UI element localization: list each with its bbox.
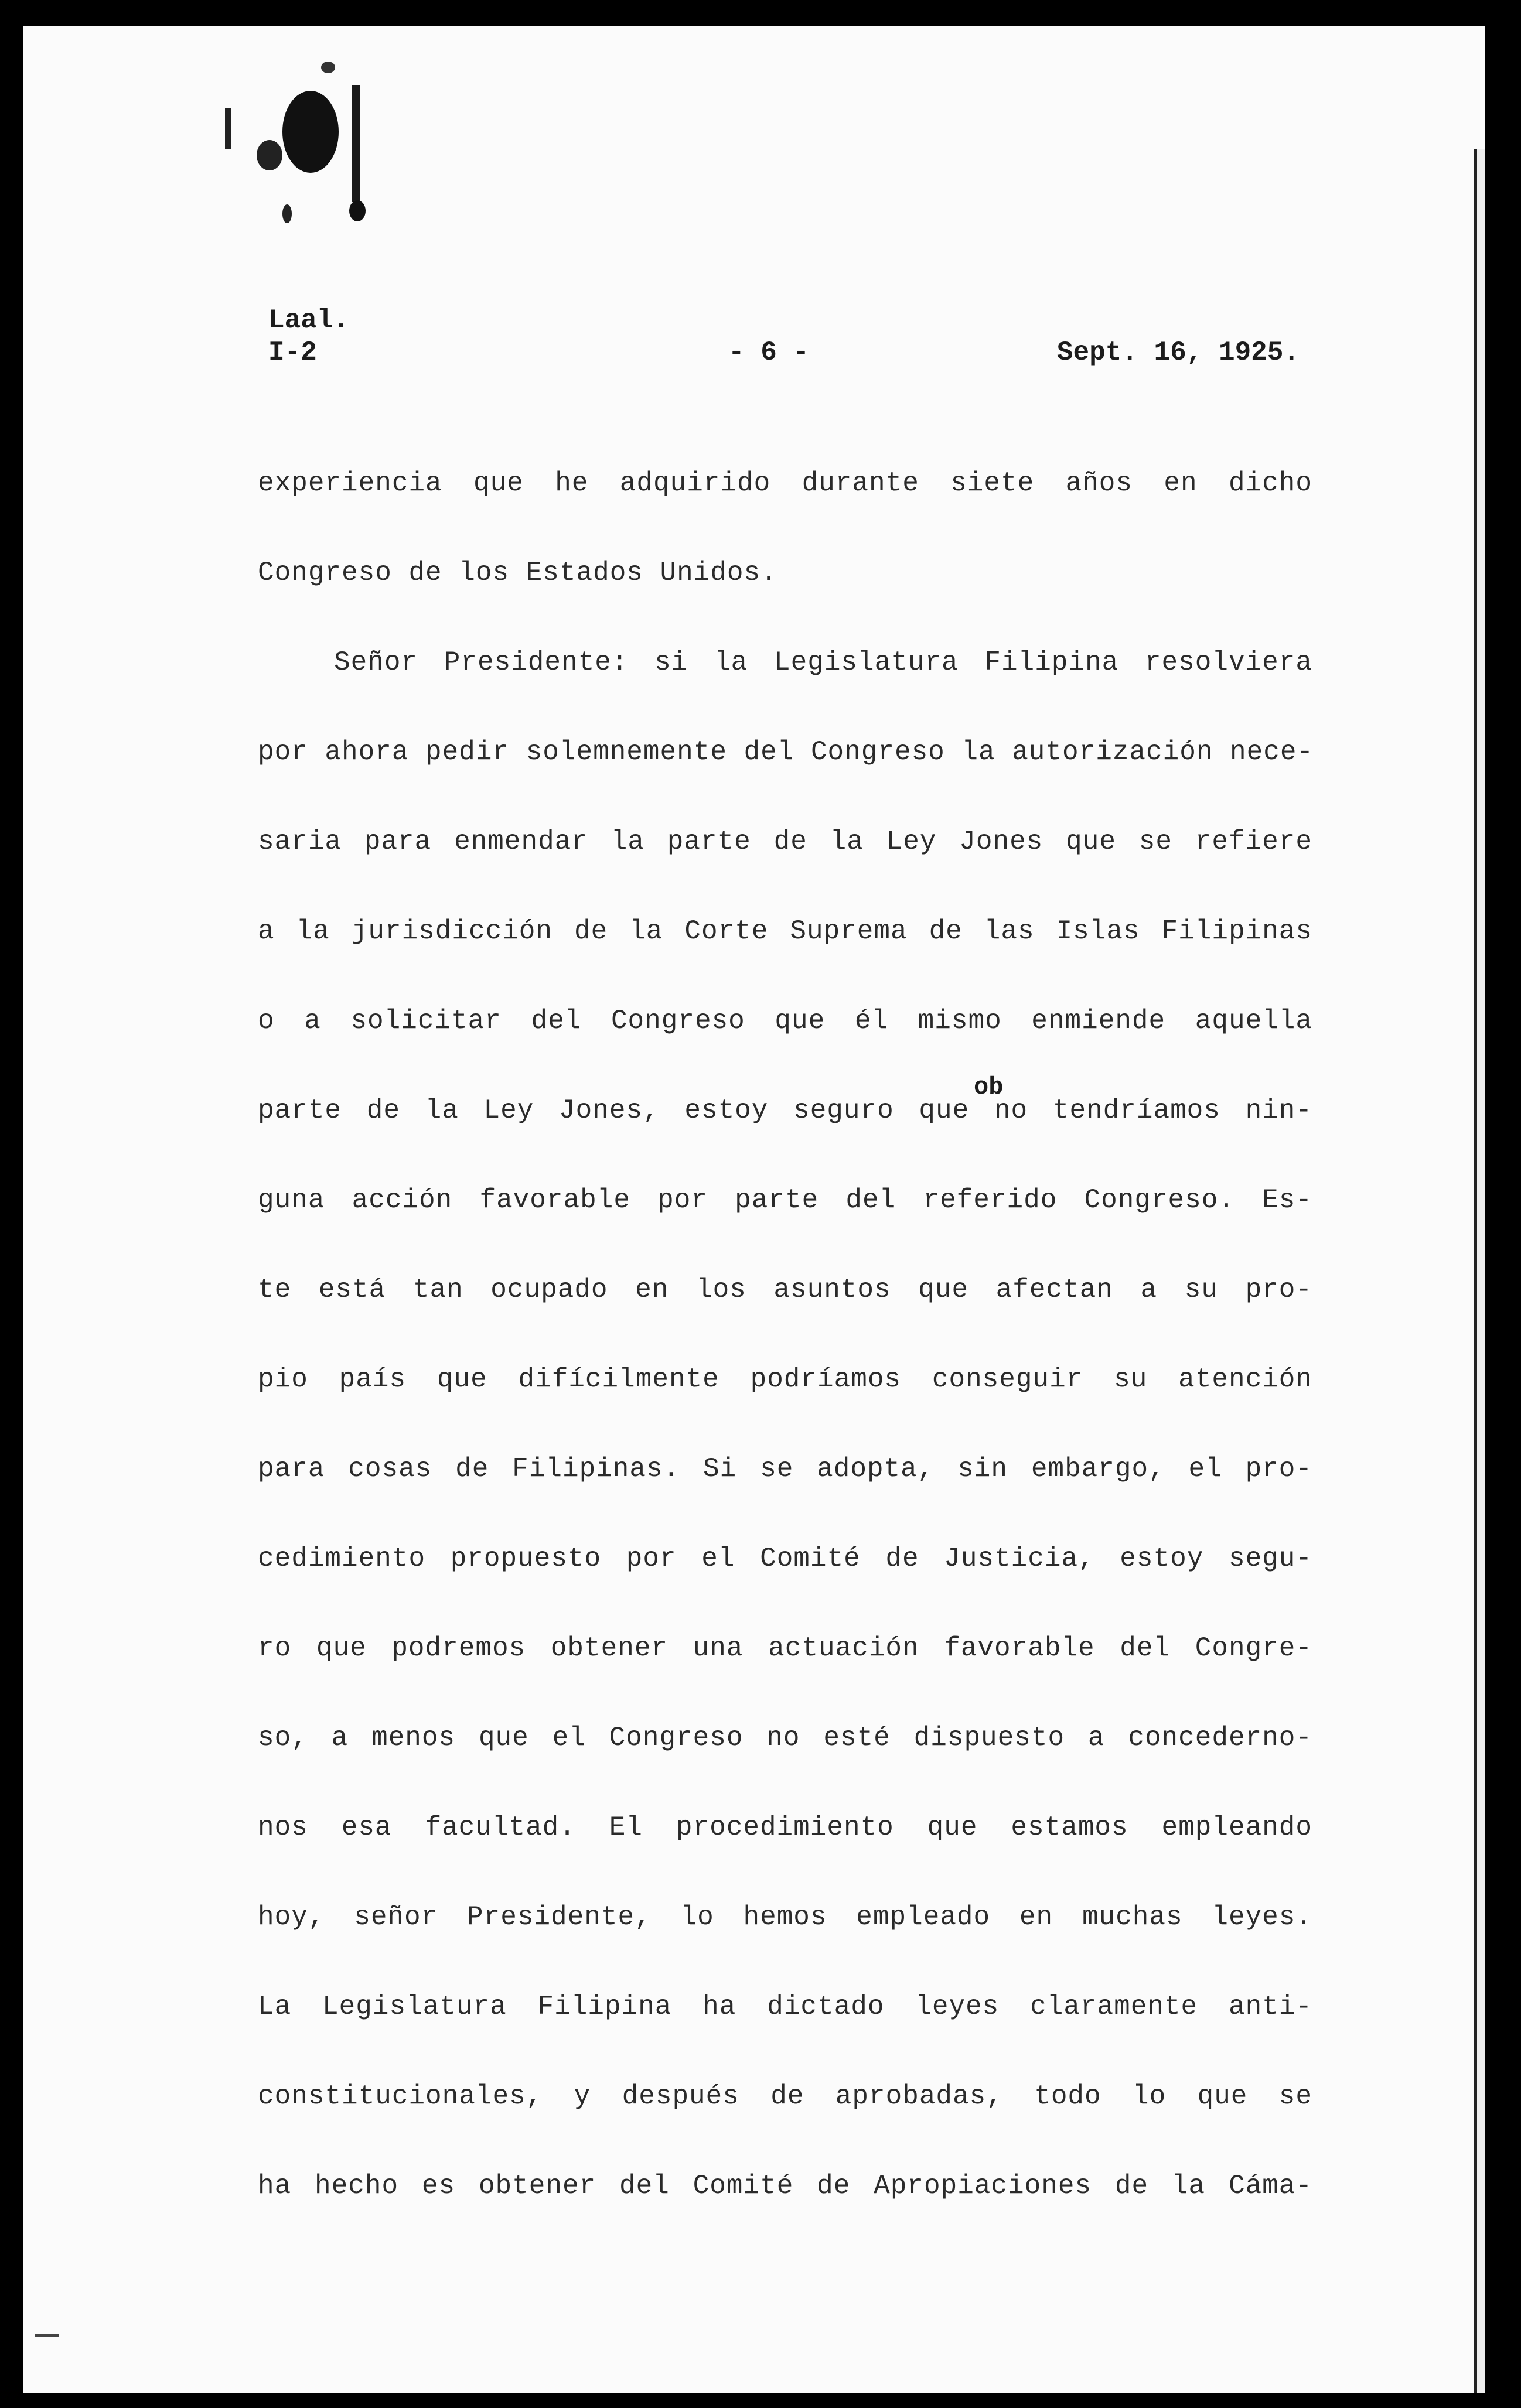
reference-code-line-2: I-2 [268, 337, 317, 368]
body-line: parte de la Ley Jones, estoy seguro que no tendríamos nin- [258, 1095, 1312, 1126]
body-line: ro que podremos obtener una actuación favorable del Congre- [258, 1633, 1312, 1664]
body-line: para cosas de Filipinas. Si se adopta, sin embargo, el pro- [258, 1454, 1312, 1484]
page-header [268, 305, 1300, 369]
body-line: so, a menos que el Congreso no esté dispuesto a concederno- [258, 1723, 1312, 1753]
body-line: cedimiento propuesto por el Comité de Justicia, estoy segu- [258, 1543, 1312, 1574]
handwritten-insertion: ob [974, 1073, 1004, 1101]
document-body [258, 463, 1312, 2255]
body-line: experiencia que he adquirido durante siete años en dicho [258, 468, 1312, 498]
body-line: guna acción favorable por parte del referido Congreso. Es- [258, 1185, 1312, 1215]
ink-blot-mark [217, 62, 404, 237]
page-corner-mark [35, 2334, 59, 2337]
body-line: ha hecho es obtener del Comité de Apropiaciones de la Cáma- [258, 2171, 1312, 2201]
body-line: saria para enmendar la parte de la Ley Jones que se refiere [258, 826, 1312, 857]
body-line: a la jurisdicción de la Corte Suprema de las Islas Filipinas [258, 916, 1312, 947]
page-edge-shadow [1474, 149, 1485, 2393]
body-line: nos esa facultad. El procedimiento que estamos empleando [258, 1812, 1312, 1843]
body-line: constitucionales, y después de aprobadas, todo lo que se [258, 2081, 1312, 2112]
body-line: hoy, señor Presidente, lo hemos empleado en muchas leyes. [258, 1902, 1312, 1932]
reference-code-line-1: Laal. [268, 305, 350, 336]
document-date: Sept. 16, 1925. [1056, 337, 1300, 368]
body-line: La Legislatura Filipina ha dictado leyes claramente anti- [258, 1992, 1312, 2022]
page-number: - 6 - [728, 337, 810, 368]
body-line: te está tan ocupado en los asuntos que afectan a su pro- [258, 1275, 1312, 1305]
body-line: pio país que difícilmente podríamos conseguir su atención [258, 1364, 1312, 1395]
body-line: Congreso de los Estados Unidos. [258, 558, 777, 588]
body-line: Señor Presidente: si la Legislatura Filipina resolviera [334, 647, 1312, 678]
body-line: o a solicitar del Congreso que él mismo enmiende aquella [258, 1006, 1312, 1036]
body-line: por ahora pedir solemnemente del Congreso la autorización nece- [258, 737, 1314, 767]
